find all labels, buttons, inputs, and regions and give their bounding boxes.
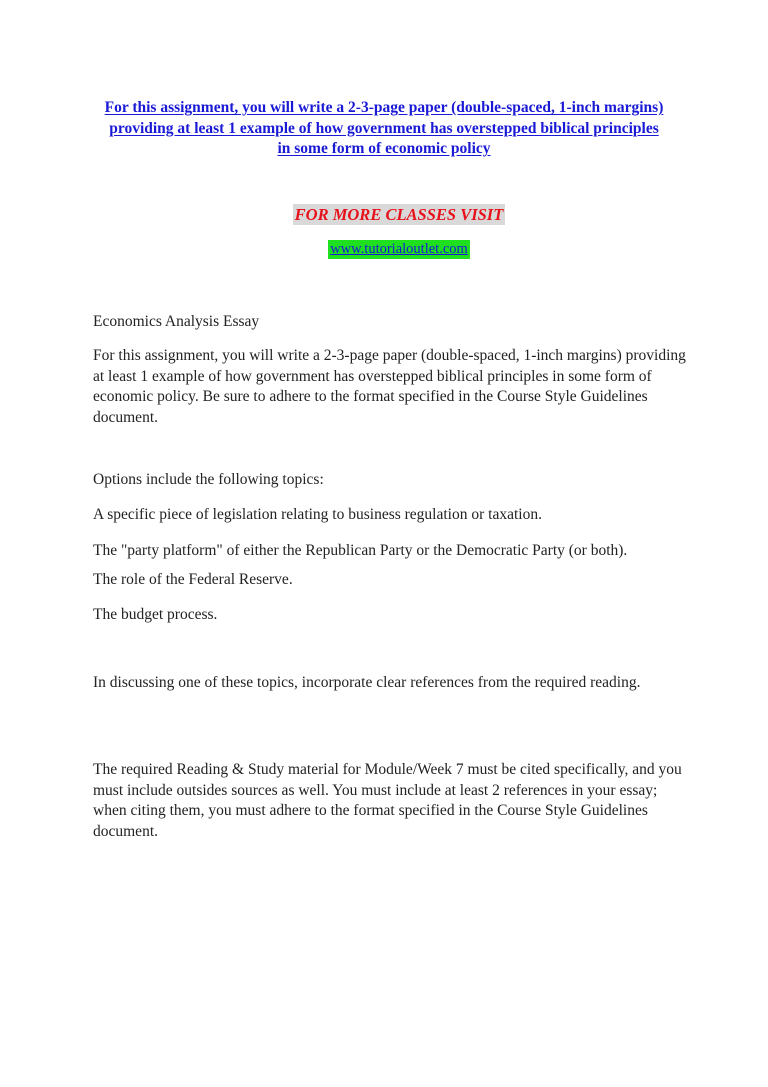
- topic-item: The role of the Federal Reserve.: [93, 571, 293, 588]
- topic-item: A specific piece of legislation relating to business regulation or taxation.: [93, 506, 542, 523]
- assignment-intro: For this assignment, you will write a 2-3-page paper (double-spaced, 1-inch margins) providing at least 1 example of how government has overstepped biblical principles in some form of economic policy. Be sure to adhere to the format specified in the Course Style Guidelines document.: [93, 347, 686, 426]
- promo-row: [0, 204, 768, 225]
- topic-item: The "party platform" of either the Republican Party or the Democratic Party (or both).: [93, 542, 628, 559]
- essay-heading: Economics Analysis Essay: [93, 313, 260, 330]
- options-intro: Options include the following topics:: [93, 471, 324, 488]
- topic-item: The budget process.: [93, 606, 218, 623]
- website-link[interactable]: www.tutorialoutlet.com: [330, 241, 468, 257]
- requirements-paragraph: The required Reading & Study material for Module/Week 7 must be cited specifically, and you must include outsides sources as well. You must include at least 2 references in your essay; when citing them, you must adhere to the format specified in the Course Style Guidelines document.: [93, 761, 682, 840]
- discussion-paragraph: In discussing one of these topics, incorporate clear references from the required reading.: [93, 674, 641, 691]
- promo-banner: FOR MORE CLASSES VISIT: [294, 205, 504, 224]
- document-title[interactable]: For this assignment, you will write a 2-3-page paper (double-spaced, 1-inch margins) providing at least 1 example of how government has overstepped biblical principles in some form of economic policy: [104, 99, 664, 157]
- link-row: [0, 240, 768, 259]
